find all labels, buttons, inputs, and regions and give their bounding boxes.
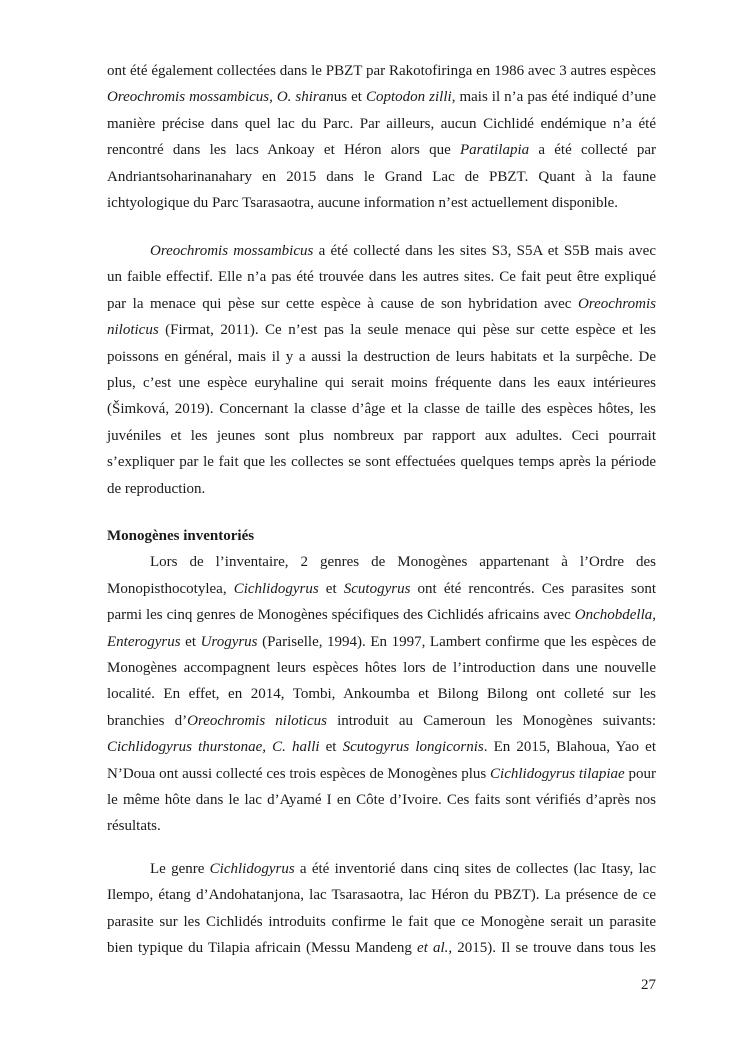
text-line: Ilempo, étang d’Andohatanjona, lac Tsarasaotra, lac Héron du PBZT). La présence de ce	[107, 887, 656, 904]
paragraph-2	[107, 238, 656, 502]
text-line: poissons en général, mais il y a aussi la destruction de leurs habitats et la surpêche. De	[107, 348, 656, 365]
text-line: ichtyologique du Parc Tsarasaotra, aucune information n’est actuellement disponible.	[107, 194, 619, 211]
text-line: de reproduction.	[107, 480, 206, 497]
text-line: Andriantsoharinanahary en 2015 dans le Grand Lac de PBZT. Quant à la faune	[107, 168, 656, 185]
text-line: Lors de l’inventaire, 2 genres de Monogènes appartenant à l’Ordre des	[150, 554, 656, 571]
text-line: Cichlidogyrus thurstonae, C. halli et Scutogyrus longicornis. En 2015, Blahoua, Yao et	[107, 739, 656, 756]
text-line: Le genre Cichlidogyrus a été inventorié dans cinq sites de collectes (lac Itasy, lac	[150, 861, 656, 877]
text-line: rencontré dans les lacs Ankoay et Héron alors que Paratilapia a été collecté par	[107, 142, 656, 159]
text-line: le même hôte dans le lac d’Ayamé I en Côte d’Ivoire. Ces faits sont vérifiés d’après nos	[107, 791, 656, 808]
text-line: manière précise dans quel lac du Parc. Par ailleurs, aucun Cichlidé endémique n’a été	[107, 115, 656, 132]
text-line: (Šimková, 2019). Concernant la classe d’âge et la classe de taille des espèces hôtes, les	[107, 401, 656, 418]
text-line: Enterogyrus et Urogyrus (Pariselle, 1994). En 1997, Lambert confirme que les espèces de	[107, 633, 656, 650]
paragraph-3	[107, 523, 656, 840]
text-line: ont été également collectées dans le PBZT par Rakotofiringa en 1986 avec 3 autres espèces	[107, 63, 656, 79]
paragraph-4	[107, 856, 656, 962]
text-line: par la menace qui pèse sur cette espèce à cause de son hybridation avec Oreochromis	[107, 295, 656, 312]
text-line: Monogènes accompagnent leurs espèces hôtes lors de l’introduction dans une nouvelle	[107, 659, 656, 676]
paragraph-1	[107, 58, 656, 216]
text-line: parasite sur les Cichlidés introduits confirme le fait que ce Monogène serait un parasite	[107, 913, 656, 930]
text-line: Oreochromis mossambicus, O. shiranus et Coptodon zilli, mais il n’a pas été indiqué d’une	[107, 89, 656, 106]
text-line: parmi les cinq genres de Monogènes spécifiques des Cichlidés africains avec Onchobdella,	[107, 607, 656, 624]
text-line: N’Doua ont aussi collecté ces trois espèces de Monogènes plus Cichlidogyrus tilapiae pour	[107, 765, 656, 782]
page-number: 27	[641, 977, 656, 993]
text-line: branchies d’Oreochromis niloticus introduit au Cameroun les Monogènes suivants:	[107, 712, 657, 729]
text-line: résultats.	[107, 818, 161, 835]
text-line: juvéniles et les jeunes sont plus nombreux par rapport aux adultes. Ceci pourrait	[107, 427, 656, 444]
text-line: un faible effectif. Elle n’a pas été trouvée dans les autres sites. Ce fait peut être expliqué	[107, 269, 656, 286]
text-line: s’expliquer par le fait que les collectes se sont effectuées quelques temps après la période	[107, 454, 656, 471]
text-line: localité. En effet, en 2014, Tombi, Ankoumba et Bilong Bilong ont colleté sur les	[107, 686, 656, 703]
section-heading: Monogènes inventoriés	[107, 528, 255, 544]
text-line: bien typique du Tilapia africain (Messu Mandeng et al., 2015). Il se trouve dans tous les	[107, 940, 656, 957]
text-line: Monopisthocotylea, Cichlidogyrus et Scutogyrus ont été rencontrés. Ces parasites sont	[107, 580, 656, 597]
text-line: Oreochromis mossambicus a été collecté dans les sites S3, S5A et S5B mais avec	[150, 243, 657, 259]
text-line: niloticus (Firmat, 2011). Ce n’est pas la seule menace qui pèse sur cette espèce et les	[107, 322, 656, 339]
text-line: plus, c’est une espèce euryhaline qui serait moins fréquente dans les eaux intérieures	[107, 374, 656, 391]
